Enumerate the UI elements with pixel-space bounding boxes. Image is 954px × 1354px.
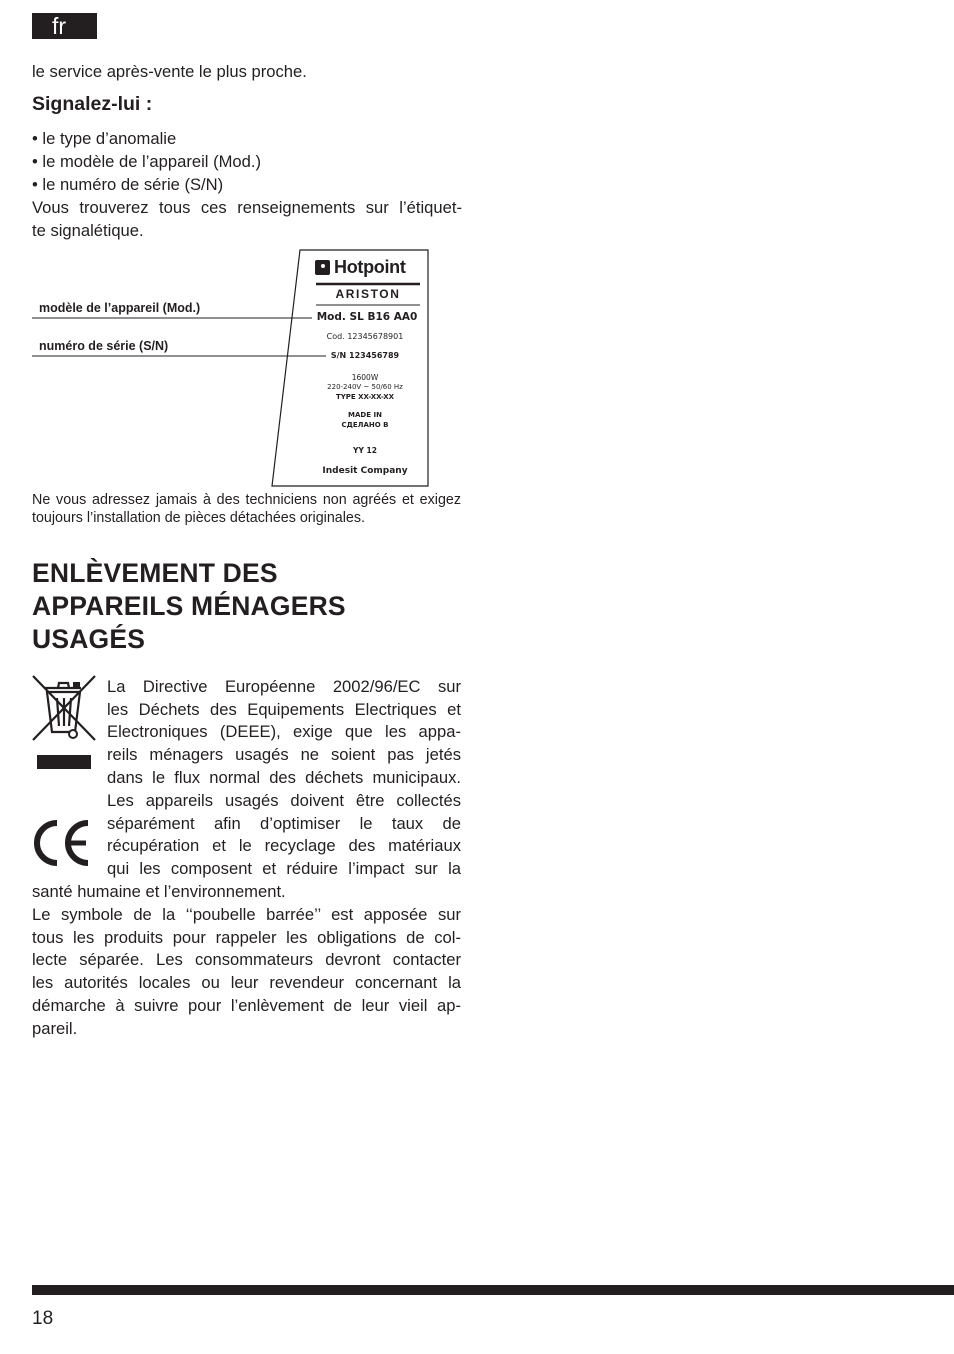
language-tab: fr [32,13,97,39]
weee-line: pareil. [32,1019,78,1038]
weee-line: Electroniques (DEEE), exige que les appa- [107,722,461,741]
label-info-line: te signalétique. [32,221,144,240]
weee-line: les Déchets des Equipements Electriques et [107,700,461,719]
weee-line: Le symbole de la ‘‘poubelle barrée’’ est apposée sur [32,905,461,924]
hotpoint-logo-icon [315,260,330,275]
footer-bar [32,1285,954,1295]
weee-line: lecte séparée. Les consommateurs devront contacter [32,950,461,969]
plate-type: TYPE XX-XX-XX [335,393,395,401]
info-bullet-list [32,127,462,196]
plate-yy: YY 12 [353,446,377,455]
section-title [32,557,462,656]
ce-mark-icon [32,820,92,866]
weee-line: tous les produits pour rappeler les obligations de col- [32,928,461,947]
callout-model-label: modèle de l’appareil (Mod.) [39,301,201,315]
plate-company: Indesit Company [322,466,408,476]
label-info-line: Vous trouverez tous ces renseignements sur l’étiquet- [32,198,462,217]
plate-power: 1600W [351,373,379,382]
bullet-item: • le numéro de série (S/N) [32,175,224,194]
signalez-heading: Signalez-lui : [32,93,153,115]
weee-line: les autorités locales ou leur revendeur concernant la [32,973,461,992]
sub-brand-name: ARISTON [335,287,401,301]
plate-cod: Cod. 12345678901 [326,332,404,341]
weee-line: séparément afin d’optimiser le taux de [107,814,461,833]
weee-line: santé humaine et l’environnement. [32,882,286,901]
crossed-out-wheelie-bin-icon [31,674,97,772]
intro-text: le service après-vente le plus proche. [32,62,307,81]
plate-model: Mod. SL B16 AA0 [316,311,418,323]
weee-line: démarche à suivre pour l’enlèvement de leur vieil ap- [32,996,461,1015]
brand-name: Hotpoint [334,257,406,277]
weee-line: qui les composent et réduire l’impact sur la [107,859,461,878]
plate-voltage: 220-240V ~ 50/60 Hz [327,383,403,391]
weee-line: dans le flux normal des déchets municipaux. [107,768,461,787]
plate-made-in: MADE IN [348,411,382,419]
plate-made-in-ru: СДЕЛАНО В [341,421,389,429]
bullet-item: • le modèle de l’appareil (Mod.) [32,152,262,171]
warning-notice: Ne vous adressez jamais à des techniciens non agréés et exigez toujours l’installation de pièces détachées originales. [32,492,461,526]
weee-line: Les appareils usagés doivent être collectés [107,791,461,810]
page-number: 18 [32,1308,54,1329]
section-title-line: USAGÉS [32,624,146,654]
weee-line: récupération et le recyclage des matériaux [107,836,461,855]
section-title-line: ENLÈVEMENT DES [32,558,278,588]
weee-line: reils ménagers usagés ne soient pas jetés [107,745,461,764]
plate-serial: S/N 123456789 [330,351,400,360]
callout-serial-label: numéro de série (S/N) [39,339,169,353]
section-title-line: APPAREILS MÉNAGERS [32,591,346,621]
weee-line: La Directive Européenne 2002/96/EC sur [107,677,461,696]
bullet-item: • le type d’anomalie [32,129,177,148]
label-info-text [32,196,462,242]
hotpoint-logo [315,257,406,278]
